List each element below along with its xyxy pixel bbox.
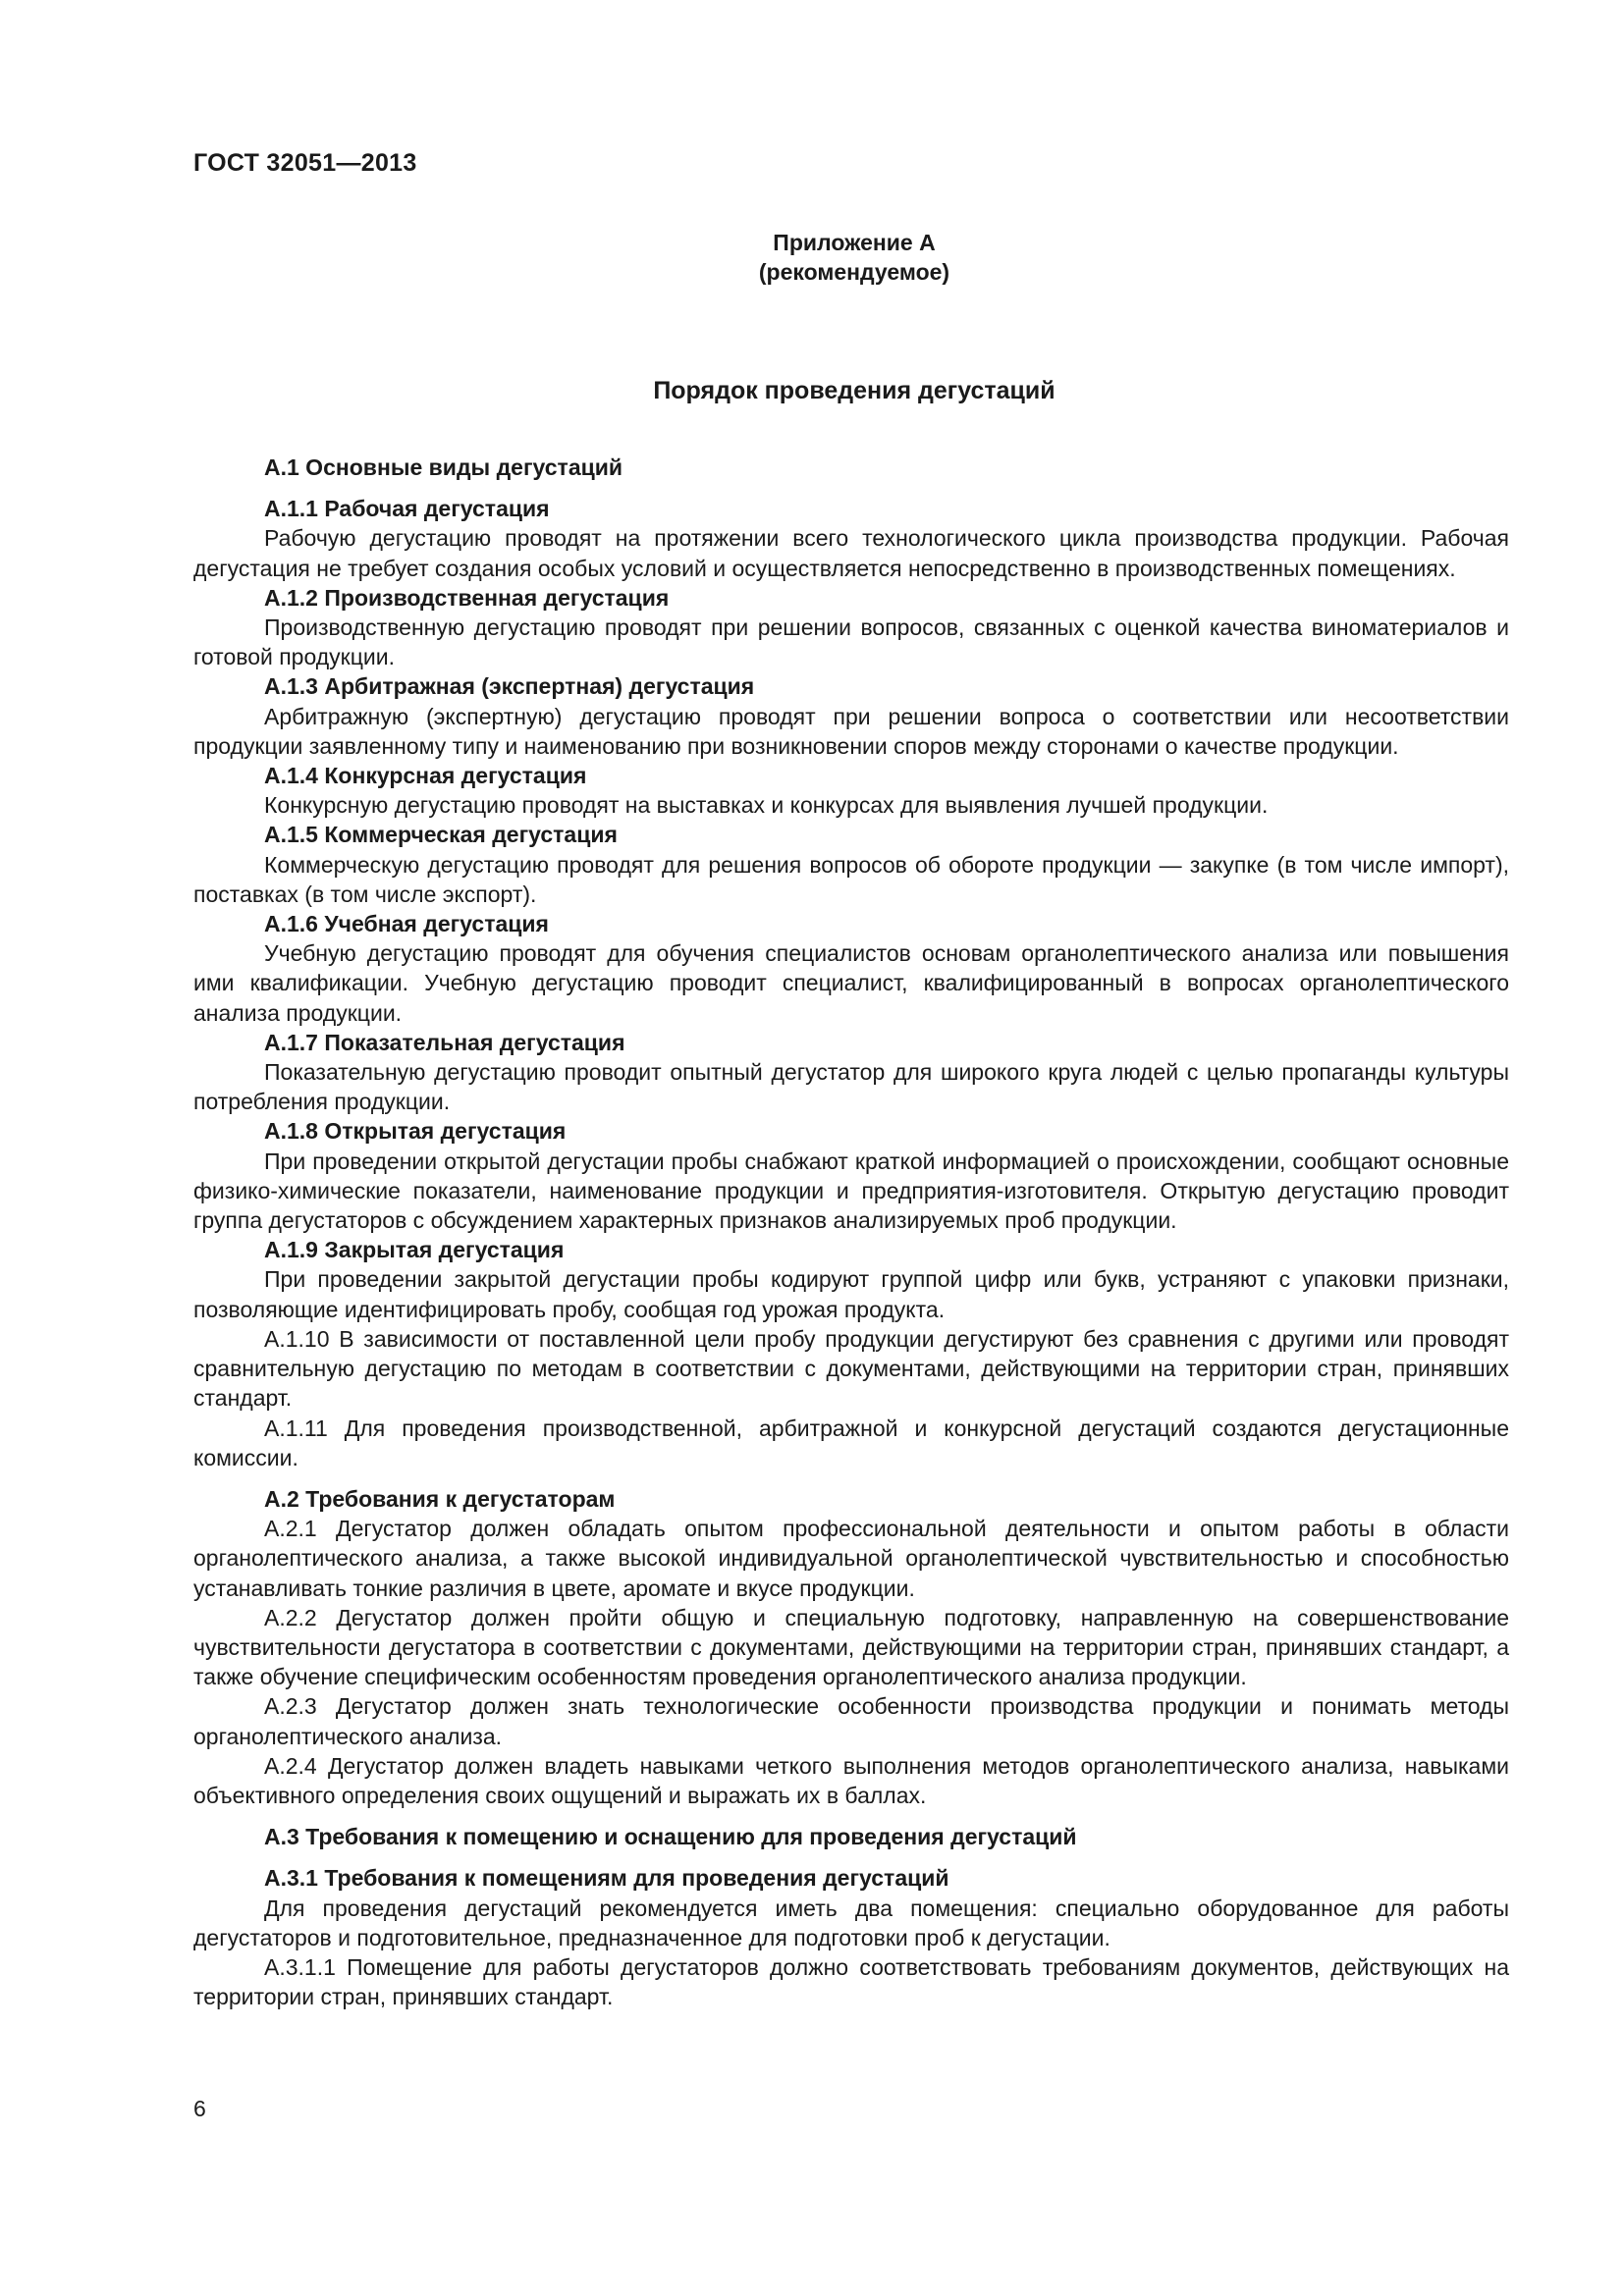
document-code: ГОСТ 32051—2013 bbox=[193, 149, 417, 177]
paragraph-a1-3: Арбитражную (экспертную) дегустацию проводят при решении вопроса о соответствии или несоответствии продукции заявленному типу и наименованию при возникновении споров между сторонами о качестве продукции. bbox=[193, 703, 1509, 759]
subsection-heading-a1-5: А.1.5 Коммерческая дегустация bbox=[264, 822, 618, 848]
paragraph-a2-1: А.2.1 Дегустатор должен обладать опытом профессиональной деятельности и опытом работы в области органолептического анализа, а также высокой индивидуальной органолептической чувствительностью и способностью устанавливать тонкие различия в цвете, аромате и вкусе продукции. bbox=[193, 1516, 1509, 1601]
page-number: 6 bbox=[193, 2096, 206, 2121]
document-body bbox=[193, 453, 1509, 2011]
subsection-heading-a1-1: А.1.1 Рабочая дегустация bbox=[264, 496, 550, 522]
paragraph-a1-6: Учебную дегустацию проводят для обучения специалистов основам органолептического анализа или повышения ими квалификации. Учебную дегустацию проводит специалист, квалифицированный в вопросах органолептического анализа продукции. bbox=[193, 940, 1509, 1026]
paragraph-a1-4: Конкурсную дегустацию проводят на выставках и конкурсах для выявления лучшей продукции. bbox=[264, 792, 1269, 819]
subsection-heading-a1-7: А.1.7 Показательная дегустация bbox=[264, 1029, 625, 1055]
paragraph-a1-7: Показательную дегустацию проводит опытный дегустатор для широкого круга людей с целью пропаганды культуры потребления продукции. bbox=[193, 1059, 1509, 1115]
subsection-heading-a1-2: А.1.2 Производственная дегустация bbox=[264, 584, 670, 611]
appendix-status: (рекомендуемое) bbox=[758, 259, 950, 285]
paragraph-a1-10: А.1.10 В зависимости от поставленной цели пробу продукции дегустируют без сравнения с другими или проводят сравнительную дегустацию по методам в соответствии с документами, действующими на территории стран, принявших стандарт. bbox=[193, 1325, 1509, 1412]
paragraph-a3-1-1: А.3.1.1 Помещение для работы дегустаторов должно соответствовать требованиям документов, действующих на территории стран, принявших стандарт. bbox=[193, 1953, 1509, 2010]
section-heading-a3: А.3 Требования к помещению и оснащению для проведения дегустаций bbox=[264, 1824, 1077, 1850]
subsection-heading-a1-3: А.1.3 Арбитражная (экспертная) дегустация bbox=[264, 673, 755, 700]
page-title: Порядок проведения дегустаций bbox=[653, 377, 1056, 404]
section-heading-a2: А.2 Требования к дегустаторам bbox=[264, 1485, 616, 1512]
paragraph-a1-9: При проведении закрытой дегустации пробы кодируют группой цифр или букв, устраняют с упаковки признаки, позволяющие идентифицировать пробу, сообщая год урожая продукта. bbox=[193, 1266, 1509, 1322]
paragraph-a1-5: Коммерческую дегустацию проводят для решения вопросов об обороте продукции — закупке (в том числе импорт), поставках (в том числе экспорт). bbox=[193, 851, 1509, 907]
paragraph-a2-3: А.2.3 Дегустатор должен знать технологические особенности производства продукции и понимать методы органолептического анализа. bbox=[193, 1693, 1509, 1749]
section-heading-a1: А.1 Основные виды дегустаций bbox=[264, 454, 623, 480]
subsection-heading-a1-8: А.1.8 Открытая дегустация bbox=[264, 1118, 567, 1145]
subsection-heading-a3-1: А.3.1 Требования к помещениям для проведения дегустаций bbox=[264, 1865, 949, 1892]
paragraph-a2-2: А.2.2 Дегустатор должен пройти общую и специальную подготовку, направленную на совершенствование чувствительности дегустатора в соответствии с документами, действующими на территории стран, принявших стандарт, а также обучение специфическим особенностям проведения органолептического анализа продукции. bbox=[193, 1604, 1509, 1690]
paragraph-a1-2: Производственную дегустацию проводят при решении вопросов, связанных с оценкой качества виноматериалов и готовой продукции. bbox=[193, 614, 1509, 670]
subsection-heading-a1-6: А.1.6 Учебная дегустация bbox=[264, 911, 549, 937]
paragraph-a1-1: Рабочую дегустацию проводят на протяжении всего технологического цикла производства продукции. Рабочая дегустация не требует создания особых условий и осуществляется непосредственно в производственных помещениях. bbox=[193, 525, 1509, 581]
subsection-heading-a1-9: А.1.9 Закрытая дегустация bbox=[264, 1237, 565, 1263]
paragraph-a1-8: При проведении открытой дегустации пробы снабжают краткой информацией о происхождении, сообщают основные физико-химические показатели, наименование продукции и предприятия-изготовителя. Открытую дегустацию проводит группа дегустаторов с обсуждением характерных признаков анализируемых проб продукции. bbox=[193, 1148, 1509, 1234]
paragraph-a3-1: Для проведения дегустаций рекомендуется иметь два помещения: специально оборудованное для работы дегустаторов и подготовительное, предназначенное для подготовки проб к дегустации. bbox=[193, 1895, 1509, 1950]
paragraph-a1-11: А.1.11 Для проведения производственной, арбитражной и конкурсной дегустаций создаются дегустационные комиссии. bbox=[193, 1415, 1509, 1470]
appendix-label: Приложение А bbox=[773, 230, 936, 255]
paragraph-a2-4: А.2.4 Дегустатор должен владеть навыками четкого выполнения методов органолептического анализа, навыками объективного определения своих ощущений и выражать их в баллах. bbox=[193, 1752, 1509, 1808]
subsection-heading-a1-4: А.1.4 Конкурсная дегустация bbox=[264, 763, 587, 789]
